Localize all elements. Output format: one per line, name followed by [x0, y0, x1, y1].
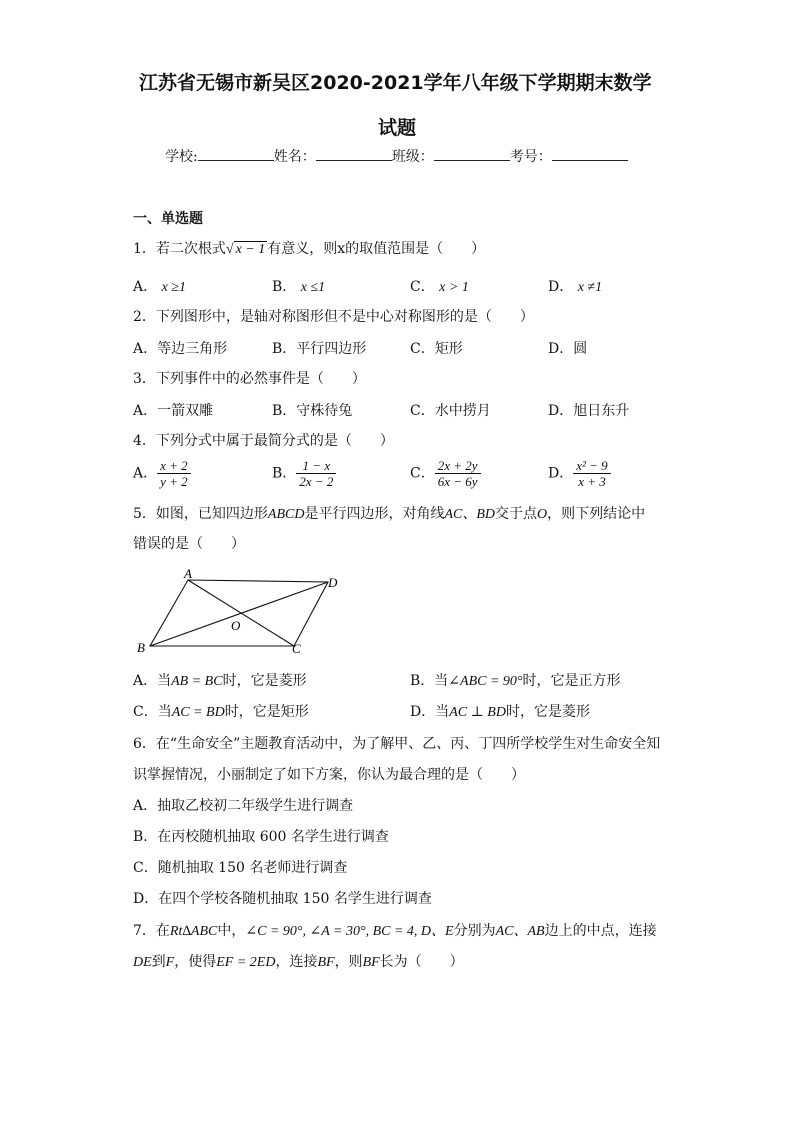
- q4-option-c: C． $\frac{2x + 2y}{6x - 6y}$: [410, 458, 481, 489]
- q2-option-a: A．等边三角形: [133, 341, 228, 357]
- question-4: 4．下列分式中属于最简分式的是（ ）: [133, 433, 394, 449]
- q1-option-a: A． x ≥1: [133, 279, 186, 295]
- question-1-text-b: 有意义，则x的取值范围是（ ）: [267, 241, 486, 257]
- parallelogram-figure: [130, 566, 350, 658]
- class-blank: [434, 146, 510, 161]
- label-c: C: [292, 641, 301, 656]
- q5-option-c: C．当AC = BD时，它是矩形: [133, 704, 309, 720]
- q3-option-a: A．一箭双雕: [133, 403, 214, 419]
- question-5-line2: 错误的是（ ）: [133, 536, 245, 552]
- q6-option-c: C．随机抽取 150 名老师进行调查: [133, 860, 348, 876]
- fraction: $\frac{x + 2}{y + 2}$: [157, 458, 191, 489]
- q6-option-b: B．在丙校随机抽取 600 名学生进行调查: [133, 829, 389, 845]
- q4-option-a: A． $\frac{x + 2}{y + 2}$: [133, 458, 191, 489]
- label-o: O: [231, 618, 241, 633]
- q5-option-a: A．当AB = BC时，它是菱形: [133, 673, 307, 689]
- q6-option-a: A．抽取乙校初二年级学生进行调查: [133, 798, 354, 814]
- page-title-line2: 试题: [378, 117, 417, 139]
- student-info-line: [165, 146, 628, 166]
- q1-option-c: C． x > 1: [410, 279, 469, 295]
- section-title: 一、单选题: [133, 211, 203, 227]
- fraction: $\frac{1 - x}{2x - 2}$: [296, 458, 336, 489]
- q2-option-c: C．矩形: [410, 341, 463, 357]
- name-blank: [316, 146, 392, 161]
- fraction: $\frac{\text{x² − 9}}{x + 3}$: [573, 458, 610, 489]
- question-6-line2: 识掌握情况，小丽制定了如下方案，你认为最合理的是（ ）: [133, 767, 525, 783]
- q5-option-d: D．当AC ⊥ BD时，它是菱形: [410, 704, 590, 720]
- id-blank: [552, 146, 628, 161]
- q3-option-d: D．旭日东升: [548, 403, 630, 419]
- question-7-line2: DE到F，使得EF = 2ED，连接BF，则BF长为（ ）: [133, 954, 464, 970]
- question-6-line1: 6．在“生命安全”主题教育活动中，为了解甲、乙、丙、丁四所学校学生对生命安全知: [133, 736, 661, 752]
- name-label: 姓名：: [273, 149, 316, 165]
- question-1: [133, 238, 485, 258]
- q4-option-b: B． $\frac{1 - x}{2x - 2}$: [272, 458, 336, 489]
- school-label: 学校:: [165, 149, 198, 165]
- q1-option-b: B． x ≤1: [272, 279, 326, 295]
- question-7-line1: 7．在Rt∆ABC中，∠C = 90°, ∠A = 30°, BC = 4, D、E分别为AC、AB边上的中点，连接: [133, 923, 657, 939]
- q2-option-b: B．平行四边形: [272, 341, 367, 357]
- q4-option-d: D． $\frac{\text{x² − 9}}{x + 3}$: [548, 458, 611, 489]
- q2-option-d: D．圆: [548, 341, 588, 357]
- question-3: 3．下列事件中的必然事件是（ ）: [133, 371, 366, 387]
- question-5-line1: 5．如图，已知四边形ABCD是平行四边形，对角线AC、BD交于点O，则下列结论中: [133, 506, 646, 522]
- fraction: $\frac{2x + 2y}{6x - 6y}$: [435, 458, 481, 489]
- id-label: 考号：: [509, 149, 552, 165]
- q5-option-b: B．当∠ABC = 90°时，它是正方形: [410, 673, 621, 689]
- q3-option-c: C．水中捞月: [410, 403, 491, 419]
- question-2: 2．下列图形中，是轴对称图形但不是中心对称图形的是（ ）: [133, 309, 534, 325]
- sqrt-radical: √ x − 1: [225, 242, 266, 257]
- page-title-line1: 江苏省无锡市新吴区2020-2021学年八年级下学期期末数学: [139, 72, 652, 94]
- q3-option-b: B．守株待兔: [272, 403, 353, 419]
- q6-option-d: D．在四个学校各随机抽取 150 名学生进行调查: [133, 891, 432, 907]
- school-blank: [198, 146, 274, 161]
- question-1-text-a: 1．若二次根式: [133, 241, 226, 257]
- label-d: D: [328, 575, 338, 590]
- radicand: x − 1: [235, 242, 266, 257]
- diagonal-bd: [150, 582, 328, 646]
- q1-option-d: D． x ≠1: [548, 279, 603, 295]
- label-b: B: [137, 640, 145, 655]
- label-a: A: [184, 566, 192, 581]
- class-label: 班级：: [391, 149, 434, 165]
